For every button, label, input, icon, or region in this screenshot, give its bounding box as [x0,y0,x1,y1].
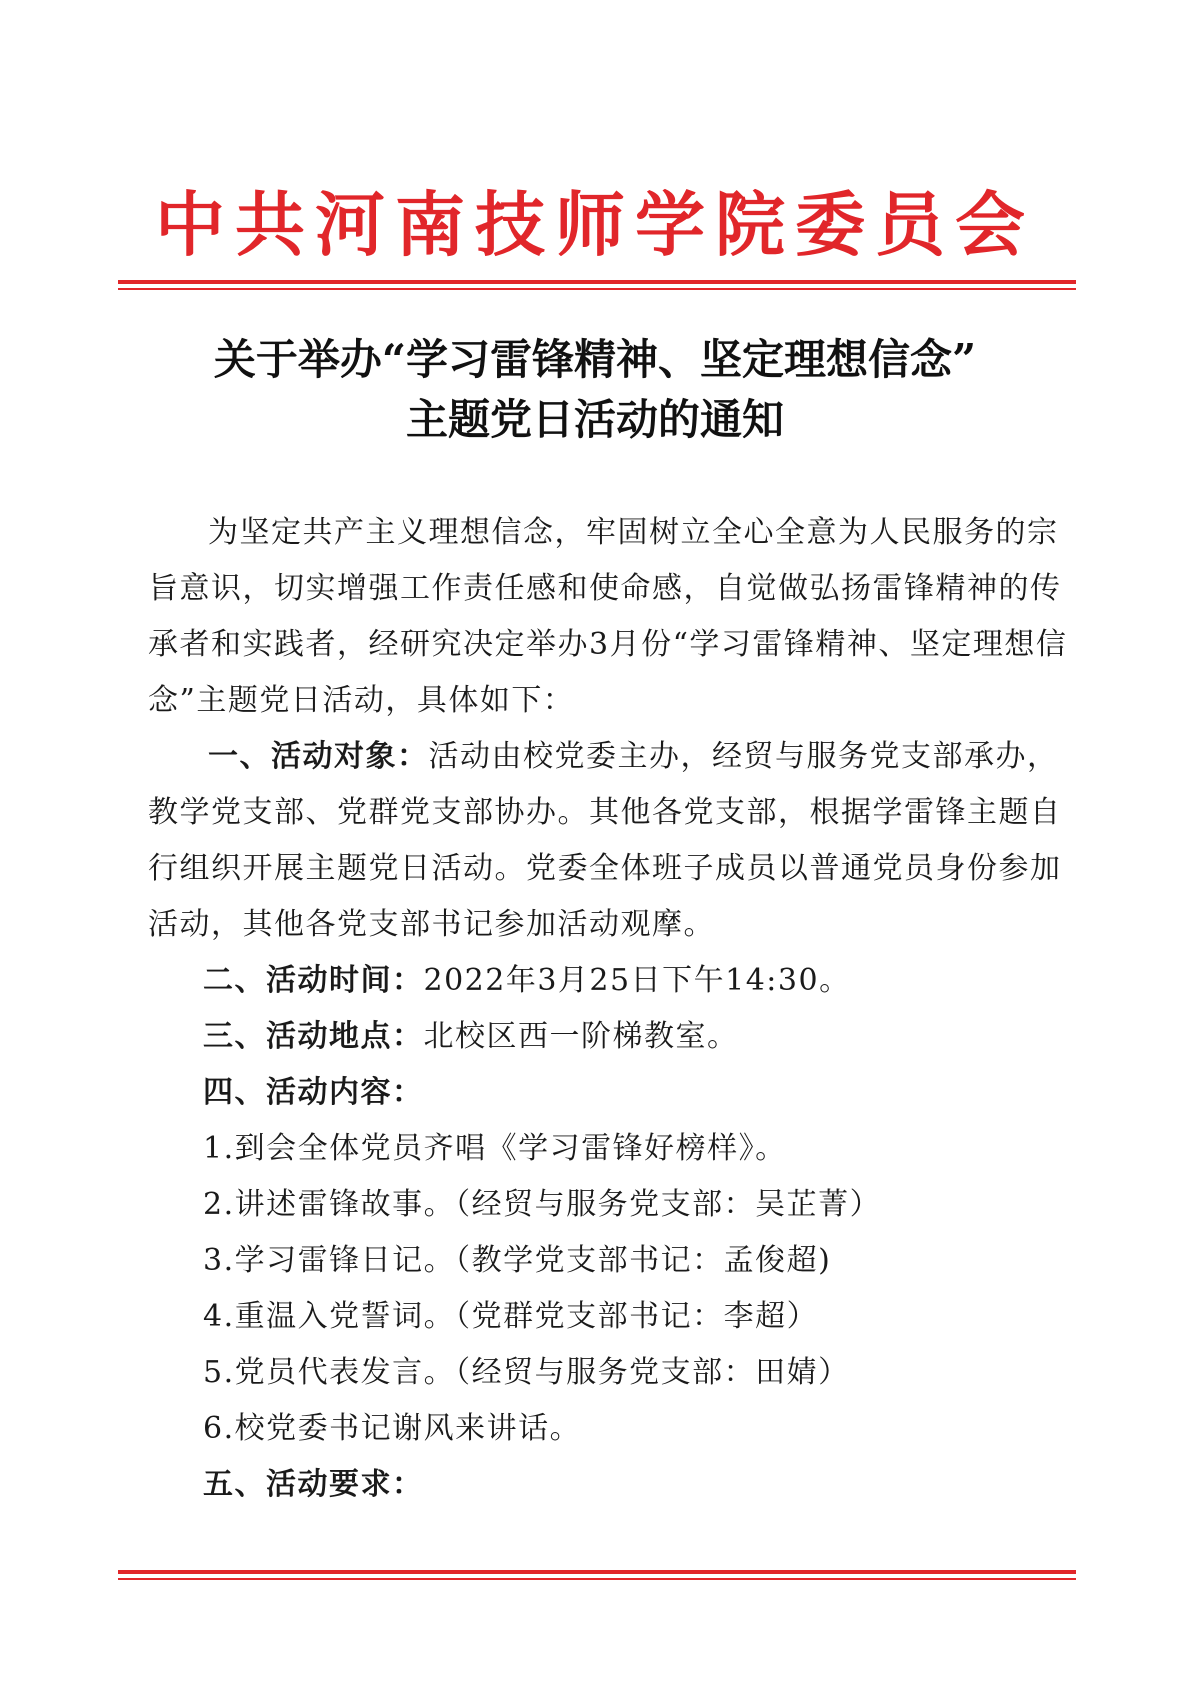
footer-red-rule [118,1570,1076,1580]
content-list-item: 1.到会全体党员齐唱《学习雷锋好榜样》。 [203,1131,787,1166]
notice-title [120,330,1070,450]
rule-thin-line [118,288,1076,290]
section-text: 北校区西一阶梯教室。 [423,1019,739,1054]
content-list-item: 4.重温入党誓词。（党群党支部书记：李超） [203,1299,819,1334]
section-text: 活动由校党委主办，经贸与服务党支部承办，教学党支部、党群党支部协办。其他各党支部，根据学雷锋主题自行组织开展主题党日活动。党委全体班子成员以普通党员身份参加活动，其他各党支部书记参加活动观摩。 [148,739,1062,942]
content-list-item: 6.校党委书记谢风来讲话。 [203,1411,582,1446]
notice-title-line-1: 关于举办“学习雷锋精神、坚定理想信念” [213,335,977,384]
section-text: 2022年3月25日下午14:30。 [423,963,851,998]
section-label: 五、活动要求： [203,1467,424,1502]
rule-thick-line [118,1570,1076,1574]
rule-thick-line [118,280,1076,284]
header-red-rule [118,280,1076,290]
section-label: 四、活动内容： [203,1075,424,1110]
rule-thin-line [118,1578,1076,1580]
organization-header: 中共河南技师学院委员会 [155,184,1035,266]
section-activity-target [148,729,1078,953]
content-list-item: 2.讲述雷锋故事。（经贸与服务党支部：吴芷菁） [203,1187,882,1222]
notice-body [148,505,1078,1513]
section-label: 一、活动对象： [208,739,429,774]
section-activity-content [148,1065,1078,1121]
section-activity-time [148,953,1078,1009]
section-activity-requirements [148,1457,1078,1513]
content-list-item: 3.学习雷锋日记。（教学党支部书记：孟俊超) [203,1243,832,1278]
intro-paragraph: 为坚定共产主义理想信念，牢固树立全心全意为人民服务的宗旨意识，切实增强工作责任感和使命感，自觉做弘扬雷锋精神的传承者和实践者，经研究决定举办3月份“学习雷锋精神、坚定理想信念”主题党日活动，具体如下： [148,515,1068,718]
content-list-item: 5.党员代表发言。（经贸与服务党支部：田婧） [203,1355,850,1390]
section-label: 三、活动地点： [203,1019,424,1054]
notice-title-line-2: 主题党日活动的通知 [405,395,784,444]
section-label: 二、活动时间： [203,963,424,998]
section-activity-location [148,1009,1078,1065]
